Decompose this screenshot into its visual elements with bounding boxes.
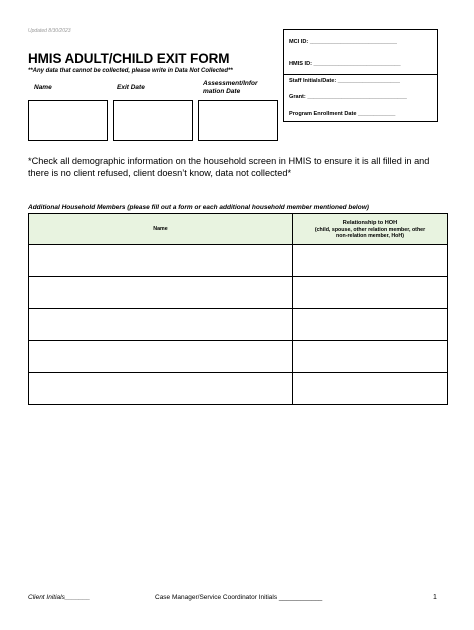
grant-field[interactable]: Grant: ________________________________	[289, 94, 407, 100]
table-header-row	[29, 214, 448, 245]
table-row	[29, 277, 448, 309]
assessment-date-entry-box[interactable]	[198, 100, 278, 141]
member-relationship-cell[interactable]	[293, 245, 448, 277]
relationship-note-line1: (child, spouse, other relation member, other	[314, 226, 426, 233]
assessment-date-column-label	[203, 80, 258, 96]
client-initials-footer[interactable]: Client Initials_______	[28, 594, 91, 601]
member-name-cell[interactable]	[29, 373, 293, 405]
member-name-cell[interactable]	[29, 309, 293, 341]
relationship-header	[293, 214, 448, 245]
member-relationship-cell[interactable]	[293, 373, 448, 405]
member-relationship-cell[interactable]	[293, 309, 448, 341]
table-row	[29, 309, 448, 341]
member-name-cell[interactable]	[29, 341, 293, 373]
staff-initials-date-field[interactable]: Staff Initials/Date: ____________________	[289, 78, 401, 84]
name-entry-box[interactable]	[28, 100, 108, 141]
form-title: HMIS ADULT/CHILD EXIT FORM	[28, 51, 230, 66]
exit-date-entry-box[interactable]	[113, 100, 193, 141]
relationship-title: Relationship to HOH	[342, 219, 398, 226]
assessment-label-line2: mation Date	[203, 88, 241, 95]
table-row	[29, 245, 448, 277]
additional-members-table	[28, 213, 448, 405]
page-number: 1	[433, 594, 437, 601]
member-name-cell[interactable]	[29, 245, 293, 277]
assessment-label-line1: Assessment/Infor	[203, 80, 258, 87]
additional-members-heading: Additional Household Members (please fill out a form or each additional household member mentioned below)	[28, 204, 369, 211]
updated-date: Updated 8/30/2023	[28, 28, 71, 34]
hmis-id-field[interactable]: HMIS ID: ____________________________	[289, 61, 401, 67]
instructions-text: *Check all demographic information on the household screen in HMIS to ensure it is all filled in and there is no client refused, client doesn’t know, data not collected*	[28, 156, 430, 178]
member-name-header: Name	[29, 214, 293, 245]
case-manager-initials-footer[interactable]: Case Manager/Service Coordinator Initials ____________	[155, 594, 323, 601]
member-name-cell[interactable]	[29, 277, 293, 309]
exit-date-column-label: Exit Date	[117, 84, 145, 91]
name-column-label: Name	[34, 84, 52, 91]
member-relationship-cell[interactable]	[293, 341, 448, 373]
program-enrollment-date-field[interactable]: Program Enrollment Date ____________	[289, 111, 396, 117]
mci-id-field[interactable]: MCI ID: ____________________________	[289, 39, 397, 45]
member-relationship-cell[interactable]	[293, 277, 448, 309]
table-row	[29, 373, 448, 405]
form-subtitle: **Any data that cannot be collected, please write in Data Not Collected**	[28, 68, 233, 74]
relationship-note-line2: non-relation member, HoH)	[336, 232, 404, 239]
client-info-panel	[283, 29, 438, 122]
table-row	[29, 341, 448, 373]
panel-divider	[284, 74, 437, 75]
